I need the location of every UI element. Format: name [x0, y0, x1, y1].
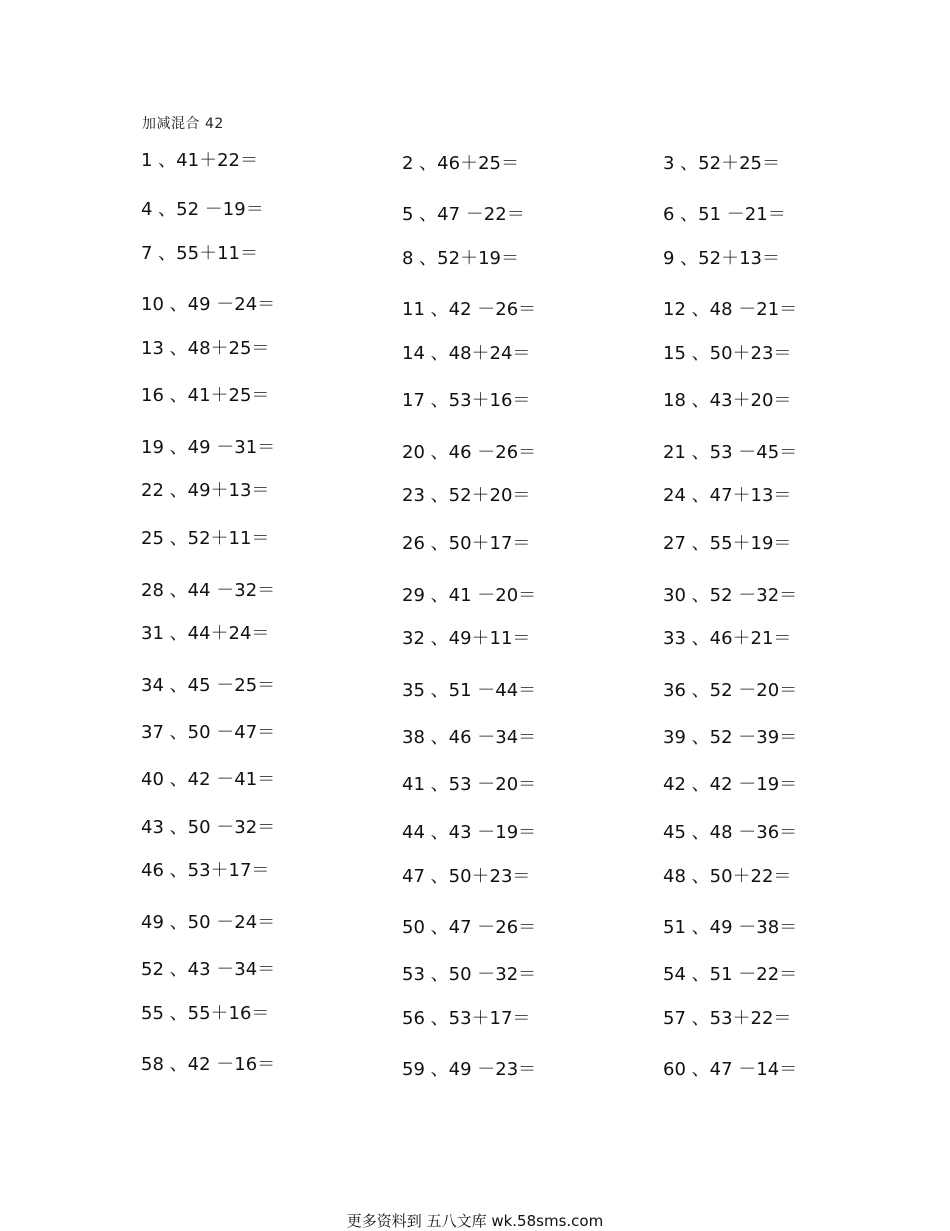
problem-item: 8 、52＋19＝ [402, 248, 519, 269]
problem-item: 37 、50 －47＝ [141, 722, 276, 743]
problem-item: 16 、41＋25＝ [141, 385, 270, 406]
problem-item: 26 、50＋17＝ [402, 533, 531, 554]
footer-text: 更多资料到 五八文库 wk.58sms.com [346, 1212, 604, 1230]
problem-item: 56 、53＋17＝ [402, 1008, 531, 1029]
problem-item: 49 、50 －24＝ [141, 912, 276, 933]
problem-item: 32 、49＋11＝ [402, 628, 531, 649]
problem-item: 50 、47 －26＝ [402, 917, 537, 938]
problem-item: 30 、52 －32＝ [663, 585, 798, 606]
problem-item: 34 、45 －25＝ [141, 675, 276, 696]
problem-item: 53 、50 －32＝ [402, 964, 537, 985]
problem-item: 10 、49 －24＝ [141, 294, 276, 315]
problem-item: 47 、50＋23＝ [402, 866, 531, 887]
problem-item: 58 、42 －16＝ [141, 1054, 276, 1075]
problem-item: 35 、51 －44＝ [402, 680, 537, 701]
problem-item: 59 、49 －23＝ [402, 1059, 537, 1080]
problem-item: 52 、43 －34＝ [141, 959, 276, 980]
problem-item: 19 、49 －31＝ [141, 437, 276, 458]
problem-item: 42 、42 －19＝ [663, 774, 798, 795]
problem-item: 36 、52 －20＝ [663, 680, 798, 701]
problem-item: 54 、51 －22＝ [663, 964, 798, 985]
problem-item: 31 、44＋24＝ [141, 623, 270, 644]
problem-item: 5 、47 －22＝ [402, 204, 525, 225]
problem-item: 60 、47 －14＝ [663, 1059, 798, 1080]
problem-item: 44 、43 －19＝ [402, 822, 537, 843]
problem-item: 7 、55＋11＝ [141, 243, 258, 264]
problem-item: 20 、46 －26＝ [402, 442, 537, 463]
problem-item: 25 、52＋11＝ [141, 528, 270, 549]
problem-item: 41 、53 －20＝ [402, 774, 537, 795]
problem-item: 13 、48＋25＝ [141, 338, 270, 359]
problem-item: 46 、53＋17＝ [141, 860, 270, 881]
problem-item: 1 、41＋22＝ [141, 150, 258, 171]
problem-item: 24 、47＋13＝ [663, 485, 792, 506]
problem-item: 14 、48＋24＝ [402, 343, 531, 364]
problem-item: 17 、53＋16＝ [402, 390, 531, 411]
problem-item: 2 、46＋25＝ [402, 153, 519, 174]
problem-item: 39 、52 －39＝ [663, 727, 798, 748]
problem-item: 38 、46 －34＝ [402, 727, 537, 748]
problem-item: 21 、53 －45＝ [663, 442, 798, 463]
page-title: 加减混合 42 [142, 116, 224, 132]
problem-item: 40 、42 －41＝ [141, 769, 276, 790]
problem-item: 57 、53＋22＝ [663, 1008, 792, 1029]
problem-item: 33 、46＋21＝ [663, 628, 792, 649]
problem-item: 27 、55＋19＝ [663, 533, 792, 554]
problem-item: 45 、48 －36＝ [663, 822, 798, 843]
problem-item: 9 、52＋13＝ [663, 248, 780, 269]
problem-item: 51 、49 －38＝ [663, 917, 798, 938]
problem-item: 43 、50 －32＝ [141, 817, 276, 838]
problem-item: 22 、49＋13＝ [141, 480, 270, 501]
problem-item: 55 、55＋16＝ [141, 1003, 270, 1024]
problem-item: 18 、43＋20＝ [663, 390, 792, 411]
problem-item: 15 、50＋23＝ [663, 343, 792, 364]
problem-item: 6 、51 －21＝ [663, 204, 786, 225]
problem-item: 11 、42 －26＝ [402, 299, 537, 320]
problem-item: 48 、50＋22＝ [663, 866, 792, 887]
problem-item: 12 、48 －21＝ [663, 299, 798, 320]
problem-item: 29 、41 －20＝ [402, 585, 537, 606]
problem-item: 3 、52＋25＝ [663, 153, 780, 174]
problem-item: 23 、52＋20＝ [402, 485, 531, 506]
problem-item: 28 、44 －32＝ [141, 580, 276, 601]
problem-item: 4 、52 －19＝ [141, 199, 264, 220]
